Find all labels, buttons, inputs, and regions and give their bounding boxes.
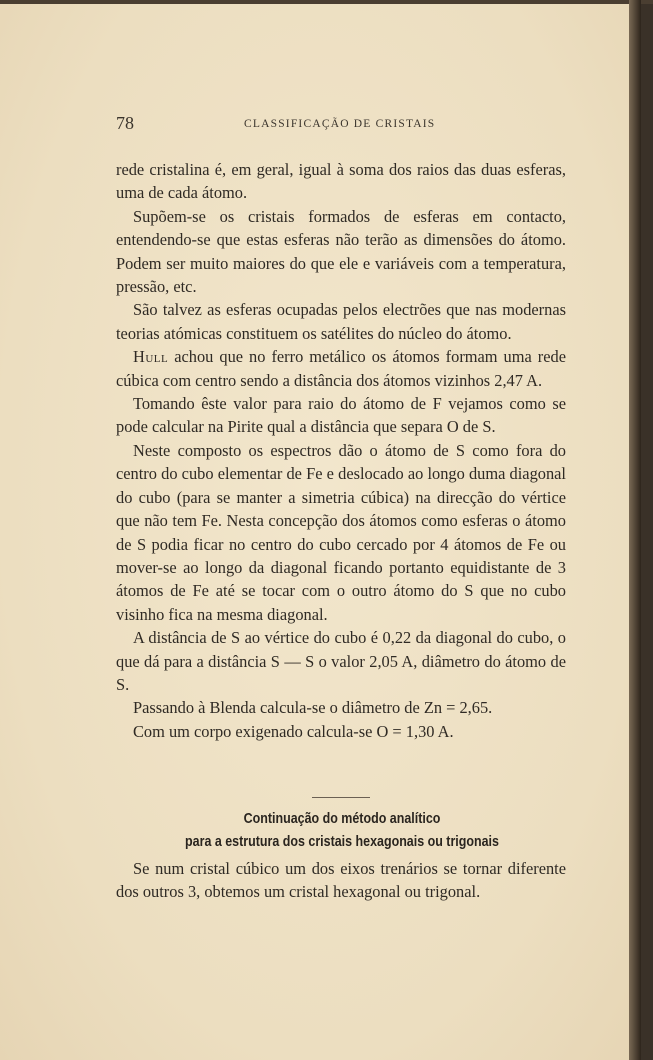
- author-name: Hull: [133, 347, 169, 367]
- section-body-text: [116, 857, 566, 904]
- page-edge-shadow: [629, 0, 641, 1060]
- section-title-line: Continuação do método analítico: [243, 811, 441, 827]
- paragraph: São talvez as esferas ocupadas pelos electrões que nas modernas teorias atómicas constituem os satélites do núcleo do átomo.: [116, 300, 566, 343]
- page-header: [116, 113, 568, 135]
- page-top-edge: [0, 0, 653, 4]
- paragraph: Tomando êste valor para raio do átomo de F vejamos como se pode calcular na Pirite qual a distância que separa O de S.: [116, 394, 566, 437]
- paragraph: Com um corpo exigenado calcula-se O = 1,30 A.: [133, 721, 454, 741]
- section-divider: [312, 797, 370, 798]
- page-number: 78: [116, 113, 134, 133]
- paragraph-text: achou que no ferro metálico os átomos formam uma rede cúbica com centro sendo a distância dos átomos vizinhos 2,47 A.: [116, 347, 566, 390]
- paragraph: Neste composto os espectros dão o átomo de S como fora do centro do cubo elementar de Fe e deslocado ao longo duma diagonal do cubo (para se manter a simetria cúbica) na direcção do vértice que não tem Fe. Nesta concepção dos átomos como esferas o átomo de S podia ficar no centro do cubo cercado por 4 átomos de Fe ou mover-se ao longo da diagonal ficando portanto equidistante de 3 átomos de Fe até se tocar com o outro átomo do S que no cubo visinho fica na mesma diagonal.: [116, 440, 566, 624]
- body-text: [116, 158, 566, 743]
- paragraph: Supõem-se os cristais formados de esferas em contacto, entendendo-se que estas esferas não terão as dimensões do átomo. Podem ser muito maiores do que ele e variáveis com a temperatura, pressão, etc.: [116, 206, 566, 297]
- paragraph: A distância de S ao vértice do cubo é 0,22 da diagonal do cubo, o que dá para a distância S — S o valor 2,05 A, diâmetro do átomo de S.: [116, 628, 566, 694]
- running-head: CLASSIFICAÇÃO DE CRISTAIS: [244, 118, 436, 130]
- section-title-line: para a estrutura dos cristais hexagonais ou trigonais: [185, 834, 499, 850]
- paragraph: Passando à Blenda calcula-se o diâmetro de Zn = 2,65.: [133, 698, 493, 718]
- paragraph: rede cristalina é, em geral, igual à soma dos raios das duas esferas, uma de cada átomo.: [116, 160, 566, 203]
- section-title: [148, 808, 537, 854]
- paragraph: Se num cristal cúbico um dos eixos trenários se tornar diferente dos outros 3, obtemos um cristal hexagonal ou trigonal.: [116, 859, 566, 902]
- paragraph: [116, 345, 566, 392]
